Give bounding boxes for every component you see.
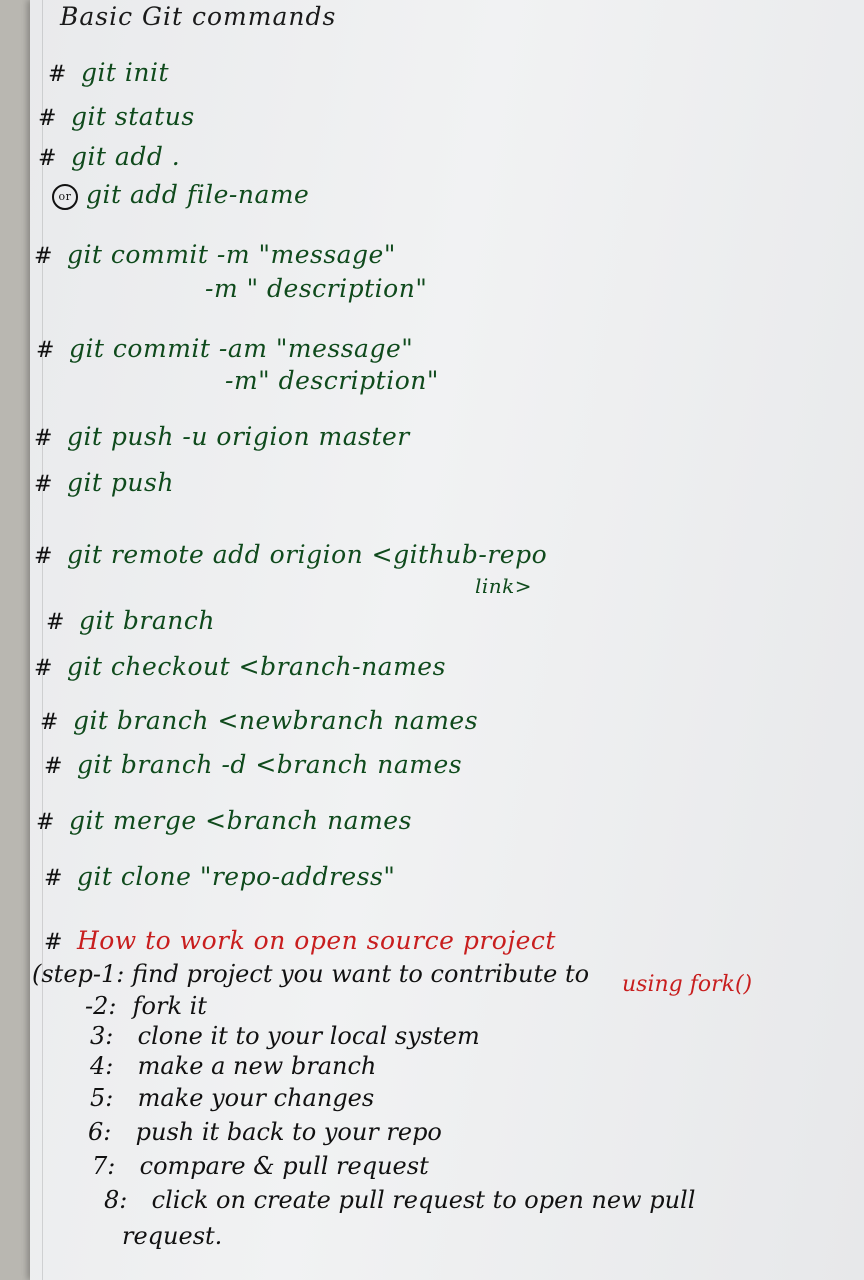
hash-marker: # bbox=[34, 244, 53, 269]
command-line bbox=[38, 142, 180, 171]
command-continuation bbox=[475, 574, 532, 598]
step-number: 3: bbox=[90, 1022, 114, 1050]
command-line bbox=[44, 862, 395, 891]
command-text: git add file-name bbox=[86, 180, 310, 209]
step-number: -2: bbox=[85, 992, 117, 1020]
hash-marker: # bbox=[36, 338, 55, 363]
step-number: 7: bbox=[92, 1152, 116, 1180]
command-line bbox=[48, 58, 169, 87]
page-margin-line bbox=[42, 0, 43, 1280]
hash-marker: # bbox=[44, 754, 63, 779]
command-line bbox=[36, 806, 412, 835]
hash-marker: # bbox=[34, 656, 53, 681]
hash-marker: # bbox=[38, 146, 57, 171]
command-text: git push bbox=[66, 468, 174, 497]
command-line bbox=[52, 180, 309, 210]
command-line bbox=[34, 652, 446, 681]
step-number: 5: bbox=[90, 1084, 114, 1112]
step-text: fork it bbox=[132, 992, 207, 1020]
command-line bbox=[44, 750, 462, 779]
command-text: git branch <newbranch names bbox=[72, 706, 479, 735]
step-text: push it back to your repo bbox=[135, 1118, 442, 1146]
step-text: clone it to your local system bbox=[137, 1022, 480, 1050]
step-item bbox=[32, 960, 589, 988]
step-item bbox=[85, 992, 207, 1020]
command-text: git branch bbox=[78, 606, 215, 635]
hash-marker: # bbox=[34, 472, 53, 497]
step-text: find project you want to contribute to bbox=[132, 960, 590, 988]
command-continuation bbox=[225, 366, 439, 395]
command-text: -m" description" bbox=[225, 366, 439, 395]
page-title: Basic Git commands bbox=[60, 2, 337, 31]
command-continuation bbox=[205, 274, 427, 303]
hash-marker: # bbox=[44, 866, 63, 891]
step-text: make a new branch bbox=[137, 1052, 377, 1080]
hash-marker: # bbox=[44, 930, 63, 955]
hash-marker: # bbox=[36, 810, 55, 835]
step-text: request. bbox=[122, 1222, 223, 1250]
step-extra-text: using fork() bbox=[622, 972, 753, 997]
command-line bbox=[34, 422, 410, 451]
hash-marker: # bbox=[48, 62, 67, 87]
command-text: link> bbox=[475, 574, 533, 598]
hash-marker: # bbox=[40, 710, 59, 735]
step-item bbox=[92, 1152, 429, 1180]
step-item bbox=[122, 1222, 222, 1250]
section-heading-text: How to work on open source project bbox=[76, 926, 556, 955]
command-line bbox=[34, 240, 396, 269]
step-item bbox=[90, 1022, 480, 1050]
command-text: git clone "repo-address" bbox=[76, 862, 396, 891]
step-number: (step-1: bbox=[32, 960, 125, 988]
command-text: git commit -m "message" bbox=[66, 240, 396, 269]
command-text: git push -u origion master bbox=[66, 422, 410, 451]
hash-marker: # bbox=[46, 610, 65, 635]
hash-marker: # bbox=[34, 544, 53, 569]
command-text: git branch -d <branch names bbox=[76, 750, 463, 779]
command-text: git checkout <branch-names bbox=[66, 652, 446, 681]
command-text: git commit -am "message" bbox=[68, 334, 414, 363]
command-line bbox=[34, 468, 174, 497]
step-number: 6: bbox=[88, 1118, 112, 1146]
step-text: click on create pull request to open new pull bbox=[151, 1186, 696, 1214]
step-item bbox=[88, 1118, 442, 1146]
step-number: 4: bbox=[90, 1052, 114, 1080]
hash-marker: # bbox=[34, 426, 53, 451]
command-text: git status bbox=[70, 102, 195, 131]
command-text: git add . bbox=[70, 142, 181, 171]
step-item bbox=[104, 1186, 695, 1214]
step-text: compare & pull request bbox=[139, 1152, 429, 1180]
command-line bbox=[34, 540, 547, 569]
command-text: git remote add origion <github-repo bbox=[66, 540, 548, 569]
section-heading bbox=[44, 926, 556, 955]
hash-marker: # bbox=[38, 106, 57, 131]
command-line bbox=[38, 102, 195, 131]
command-line bbox=[46, 606, 215, 635]
command-line bbox=[40, 706, 478, 735]
step-extra bbox=[622, 972, 752, 997]
step-item bbox=[90, 1052, 376, 1080]
step-text: make your changes bbox=[137, 1084, 375, 1112]
command-text: git merge <branch names bbox=[68, 806, 412, 835]
command-line bbox=[36, 334, 413, 363]
step-item bbox=[90, 1084, 374, 1112]
command-text: -m " description" bbox=[205, 274, 428, 303]
or-circle-marker: or bbox=[52, 184, 78, 210]
command-text: git init bbox=[80, 58, 170, 87]
step-number: 8: bbox=[104, 1186, 128, 1214]
